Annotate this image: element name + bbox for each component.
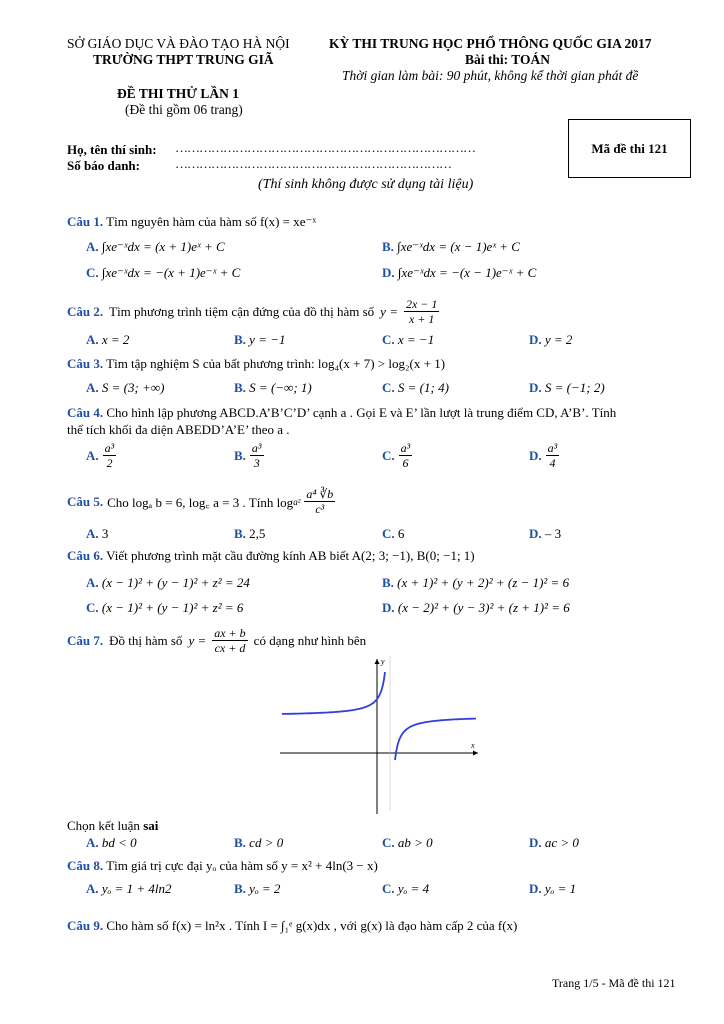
fraction-numerator: a³ (251, 441, 262, 455)
option-text: – 3 (544, 526, 562, 541)
exam-round: ĐỀ THI THỬ LẦN 1 (117, 86, 240, 101)
school-name: TRƯỜNG THPT TRUNG GIÃ (93, 52, 274, 67)
question-text: Cho logₐ b = 6, log꜀ a = 3 . Tính log (107, 494, 294, 510)
option-text: S = (1; 4) (397, 380, 449, 395)
question-text: Cho hàm số f(x) = ln²x . Tính I = ∫₁ᵉ g(x)dx , với g(x) là đạo hàm cấp 2 của f(x) (106, 918, 518, 933)
option-fraction (103, 441, 117, 470)
exam-code-box (568, 119, 691, 178)
option-key: A. (86, 575, 99, 590)
option-text: ∫xe⁻ˣdx = −(x + 1)e⁻ˣ + C (101, 265, 241, 280)
option-text: yₒ = 2 (249, 881, 281, 896)
x-axis-arrow (473, 751, 478, 756)
option-text: ac > 0 (544, 835, 579, 850)
question-9 (67, 918, 517, 934)
function-lhs: y = (188, 632, 207, 648)
question-8 (67, 858, 378, 874)
y-axis-arrow (375, 659, 380, 664)
question-2 (67, 297, 439, 326)
option-key: C. (382, 380, 395, 395)
option-2b[interactable] (234, 332, 286, 348)
curve-left-branch (282, 672, 385, 714)
option-text: ∫xe⁻ˣdx = −(x − 1)e⁻ˣ + C (397, 265, 537, 280)
option-key: D. (529, 380, 542, 395)
question-text-after: có dạng như hình bên (253, 632, 367, 648)
option-fraction (250, 441, 264, 470)
question-text: Đồ thị hàm số (109, 632, 183, 648)
option-key: C. (382, 835, 395, 850)
option-text: ∫xe⁻ˣdx = (x − 1)eˣ + C (397, 239, 520, 254)
option-text: (x − 1)² + (y − 1)² + z² = 24 (101, 575, 250, 590)
option-text: 2,5 (249, 526, 266, 541)
fraction-denominator: 2 (106, 456, 113, 470)
name-label: Họ, tên thí sinh: (67, 142, 157, 157)
question-6 (67, 548, 475, 564)
subject-label: Bài thi: TOÁN (465, 52, 551, 67)
question-label: Câu 3. (67, 356, 104, 371)
pages-note: (Đề thi gồm 06 trang) (125, 102, 243, 117)
question-label: Câu 6. (67, 548, 104, 563)
fraction-numerator: a³ (400, 441, 411, 455)
option-2d[interactable] (529, 332, 572, 348)
option-3b[interactable] (234, 380, 312, 396)
option-key: B. (234, 447, 246, 463)
option-key: A. (86, 447, 99, 463)
option-7c[interactable] (382, 835, 433, 851)
option-key: B. (382, 239, 394, 254)
fraction-numerator: ax + b (214, 626, 246, 640)
option-7b[interactable] (234, 835, 283, 851)
option-text: yₒ = 1 + 4ln2 (101, 881, 172, 896)
question-label: Câu 7. (67, 632, 104, 648)
option-8b[interactable] (234, 881, 280, 897)
option-text: 3 (101, 526, 109, 541)
option-2a[interactable] (86, 332, 129, 348)
option-key: D. (529, 332, 542, 347)
option-6d[interactable] (382, 600, 570, 616)
option-text: x = 2 (101, 332, 130, 347)
option-key: B. (234, 835, 246, 850)
option-key: A. (86, 526, 99, 541)
fraction-denominator: x + 1 (408, 312, 435, 326)
curve-right-branch (395, 719, 476, 760)
option-5a[interactable] (86, 526, 108, 542)
option-key: D. (529, 447, 542, 463)
rule-note: (Thí sinh không được sử dụng tài liệu) (258, 177, 474, 192)
page-footer: Trang 1/5 - Mã đề thi 121 (552, 976, 676, 990)
option-text: S = (3; +∞) (101, 380, 165, 395)
fraction-numerator: 2x − 1 (405, 297, 438, 311)
x-axis-label: x (471, 741, 475, 750)
option-key: C. (86, 265, 99, 280)
option-key: A. (86, 332, 99, 347)
option-1c[interactable] (86, 265, 240, 281)
option-fraction (399, 441, 413, 470)
option-3c[interactable] (382, 380, 449, 396)
option-fraction (546, 441, 560, 470)
option-key: C. (382, 881, 395, 896)
option-text: ab > 0 (397, 835, 433, 850)
option-key: D. (382, 600, 395, 615)
option-key: B. (234, 332, 246, 347)
fraction-numerator: a³ (547, 441, 558, 455)
option-text: y = 2 (544, 332, 573, 347)
exam-title: KỲ THI TRUNG HỌC PHỔ THÔNG QUỐC GIA 2017 (329, 36, 652, 51)
question-text: Cho hình lập phương ABCD.A’B’C’D’ cạnh a . Gọi E và E’ lần lượt là trung điểm CD, A’B’. Tính (106, 405, 617, 420)
option-6c[interactable] (86, 600, 243, 616)
option-4c[interactable] (382, 441, 412, 470)
conclusion-text: Chọn kết luận (67, 818, 144, 833)
option-key: A. (86, 239, 99, 254)
option-2c[interactable] (382, 332, 434, 348)
option-key: B. (234, 380, 246, 395)
question-3 (67, 356, 445, 372)
question-text: Tìm nguyên hàm của hàm số f(x) = xe⁻ˣ (106, 214, 317, 229)
question-text: Tìm giá trị cực đại yₒ của hàm số y = x² + 4ln(3 − x) (106, 858, 378, 873)
option-key: C. (86, 600, 99, 615)
question-label: Câu 5. (67, 493, 104, 509)
option-6a[interactable] (86, 575, 250, 591)
option-1a[interactable] (86, 239, 225, 255)
option-4d[interactable] (529, 441, 559, 470)
option-key: B. (382, 575, 394, 590)
question-label: Câu 8. (67, 858, 104, 873)
option-text: yₒ = 4 (397, 881, 430, 896)
fraction-denominator: 3 (253, 456, 260, 470)
log-base: a² (293, 496, 301, 507)
function-fraction (404, 297, 439, 326)
question-4-line2: thể tích khối đa diện ABEDD’A’E’ theo a . (67, 422, 290, 437)
option-3a[interactable] (86, 380, 164, 396)
option-1d[interactable] (382, 265, 536, 281)
option-7a[interactable] (86, 835, 137, 851)
option-text: S = (−∞; 1) (249, 380, 312, 395)
question-label: Câu 4. (67, 405, 104, 420)
question-label: Câu 1. (67, 214, 104, 229)
option-key: C. (382, 332, 395, 347)
option-4b[interactable] (234, 441, 264, 470)
option-3d[interactable] (529, 380, 605, 396)
option-key: B. (234, 526, 246, 541)
exam-code: Mã đề thi 121 (591, 140, 668, 156)
option-5d[interactable] (529, 526, 561, 542)
option-key: D. (529, 881, 542, 896)
option-text: 6 (397, 526, 405, 541)
function-lhs: y = (380, 303, 398, 319)
question-label: Câu 2. (67, 303, 104, 319)
conclusion-keyword: sai (143, 818, 159, 833)
fraction-denominator: 4 (549, 456, 556, 470)
function-fraction (212, 626, 247, 655)
option-text: (x + 1)² + (y + 2)² + (z − 1)² = 6 (397, 575, 570, 590)
option-key: A. (86, 835, 99, 850)
option-key: D. (529, 526, 542, 541)
conclusion-prompt (67, 818, 158, 834)
option-8c[interactable] (382, 881, 429, 897)
option-1b[interactable] (382, 239, 520, 255)
question-text: Tìm phương trình tiệm cận đứng của đồ thị hàm số (109, 303, 375, 319)
question-5 (67, 487, 335, 516)
fraction-denominator: cx + d (214, 641, 246, 655)
option-5b[interactable] (234, 526, 265, 542)
option-text: yₒ = 1 (544, 881, 577, 896)
id-dots: …………………………………………………………… (175, 156, 451, 171)
option-text: (x − 2)² + (y − 3)² + (z + 1)² = 6 (397, 600, 570, 615)
fraction-numerator: a⁴ ∛b (306, 487, 334, 501)
time-note: Thời gian làm bài: 90 phút, không kể thời gian phát đề (342, 68, 639, 83)
option-text: cd > 0 (249, 835, 284, 850)
question-text: Tìm tập nghiệm S của bất phương trình: log₄(x + 7) > log₂(x + 1) (106, 356, 446, 371)
question-label: Câu 9. (67, 918, 104, 933)
option-key: D. (529, 835, 542, 850)
option-5c[interactable] (382, 526, 404, 542)
fraction-numerator: a³ (104, 441, 115, 455)
question-4 (67, 405, 616, 421)
option-text: ∫xe⁻ˣdx = (x + 1)eˣ + C (101, 239, 225, 254)
option-key: A. (86, 881, 99, 896)
option-key: B. (234, 881, 246, 896)
option-text: bd < 0 (101, 835, 137, 850)
id-label: Số báo danh: (67, 158, 140, 173)
option-text: x = −1 (397, 332, 435, 347)
option-text: (x − 1)² + (y − 1)² + z² = 6 (101, 600, 244, 615)
option-key: C. (382, 526, 395, 541)
department-name: SỞ GIÁO DỤC VÀ ĐÀO TẠO HÀ NỘI (67, 36, 290, 51)
log-fraction (304, 487, 335, 516)
option-key: D. (382, 265, 395, 280)
option-8d[interactable] (529, 881, 576, 897)
option-8a[interactable] (86, 881, 172, 897)
option-6b[interactable] (382, 575, 569, 591)
option-text: y = −1 (249, 332, 286, 347)
y-axis-label: y (381, 657, 385, 666)
question-1 (67, 214, 316, 230)
question-7 (67, 626, 366, 655)
option-7d[interactable] (529, 835, 579, 851)
question-text: Viết phương trình mặt cầu đường kính AB biết A(2; 3; −1), B(0; −1; 1) (106, 548, 475, 563)
option-key: A. (86, 380, 99, 395)
fraction-denominator: c³ (315, 502, 325, 516)
name-dots: ………………………………………………………………… (175, 140, 475, 155)
option-text: S = (−1; 2) (544, 380, 605, 395)
option-4a[interactable] (86, 441, 116, 470)
hyperbola-graph (280, 656, 480, 816)
option-key: C. (382, 447, 395, 463)
fraction-denominator: 6 (402, 456, 409, 470)
